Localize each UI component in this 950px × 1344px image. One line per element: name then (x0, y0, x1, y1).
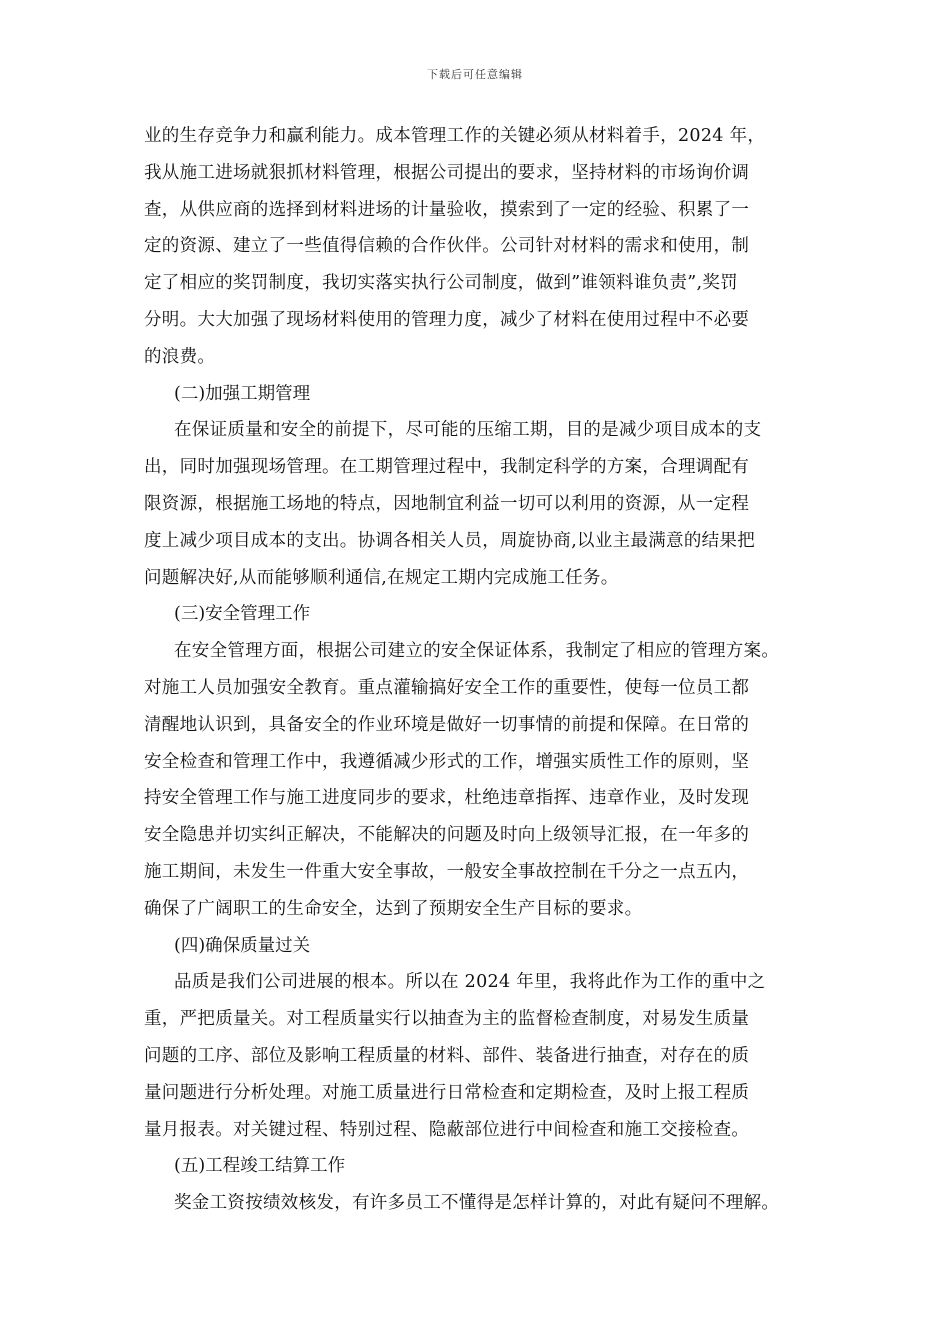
paragraph-schedule (144, 412, 822, 596)
section-heading-safety: (三)安全管理工作 (174, 604, 311, 625)
text-line: 度上减少项目成本的支出。协调各相关人员，周旋协商,以业主最满意的结果把 (144, 530, 756, 551)
section-heading-settlement: (五)工程竣工结算工作 (174, 1156, 346, 1177)
text-line: 清醒地认识到，具备安全的作业环境是做好一切事情的前提和保障。在日常的 (144, 714, 750, 735)
text-line: 安全检查和管理工作中，我遵循减少形式的工作，增强实质性工作的原则，坚 (144, 751, 750, 772)
paragraph-quality (144, 964, 822, 1148)
text-line: 定了相应的奖罚制度，我切实落实执行公司制度，做到”谁领料谁负责”,奖罚 (144, 273, 738, 294)
text-line: 限资源，根据施工场地的特点，因地制宜利益一切可以利用的资源，从一定程 (144, 493, 750, 514)
text-line: 对施工人员加强安全教育。重点灌输搞好安全工作的重要性，使每一位员工都 (144, 677, 750, 698)
text-line: 重，严把质量关。对工程质量实行以抽查为主的监督检查制度，对易发生质量 (144, 1009, 750, 1030)
section-heading-schedule: (二)加强工期管理 (174, 383, 311, 404)
text-line: 安全隐患并切实纠正解决，不能解决的问题及时向上级领导汇报，在一年多的 (144, 825, 750, 846)
text-line: 问题的工序、部位及影响工程质量的材料、部件、装备进行抽查，对存在的质 (144, 1045, 750, 1066)
text-line: 施工期间，未发生一件重大安全事故，一般安全事故控制在千分之一点五内， (144, 861, 750, 882)
page-header: 下载后可任意编辑 (427, 68, 523, 81)
text-line: 的浪费。 (144, 346, 216, 367)
text-line: 分明。大大加强了现场材料使用的管理力度，减少了材料在使用过程中不必要 (144, 309, 750, 330)
text-line: 我从施工进场就狠抓材料管理，根据公司提出的要求，坚持材料的市场询价调 (144, 162, 750, 183)
text-line: 查，从供应商的选择到材料进场的计量验收，摸索到了一定的经验、积累了一 (144, 199, 750, 220)
paragraph-settlement (144, 1185, 822, 1222)
text-line: 确保了广阔职工的生命安全，达到了预期安全生产目标的要求。 (144, 898, 643, 919)
paragraph-cost-management (144, 118, 822, 376)
text-line: 量月报表。对关键过程、特别过程、隐蔽部位进行中间检查和施工交接检查。 (144, 1119, 750, 1140)
text-line: 在安全管理方面，根据公司建立的安全保证体系，我制定了相应的管理方案。 (174, 641, 780, 662)
text-line: 定的资源、建立了一些值得信赖的合作伙伴。公司针对材料的需求和使用，制 (144, 236, 750, 257)
text-line: 在保证质量和安全的前提下，尽可能的压缩工期，目的是减少项目成本的支 (174, 420, 762, 441)
text-line: 问题解决好,从而能够顺利通信,在规定工期内完成施工任务。 (144, 567, 619, 588)
text-line: 出，同时加强现场管理。在工期管理过程中，我制定科学的方案，合理调配有 (144, 457, 750, 478)
section-heading-quality: (四)确保质量过关 (174, 935, 311, 956)
text-line: 奖金工资按绩效核发，有许多员工不懂得是怎样计算的，对此有疑问不理解。 (174, 1193, 780, 1214)
paragraph-safety (144, 633, 822, 927)
text-line: 持安全管理工作与施工进度同步的要求，杜绝违章指挥、违章作业，及时发现 (144, 788, 750, 809)
document-body (144, 118, 822, 1222)
text-line: 业的生存竞争力和赢利能力。成本管理工作的关键必须从材料着手，2024 年， (144, 126, 766, 146)
text-line: 品质是我们公司进展的根本。所以在 2024 年里，我将此作为工作的重中之 (174, 972, 766, 993)
text-line: 量问题进行分析处理。对施工质量进行日常检查和定期检查，及时上报工程质 (144, 1082, 750, 1103)
